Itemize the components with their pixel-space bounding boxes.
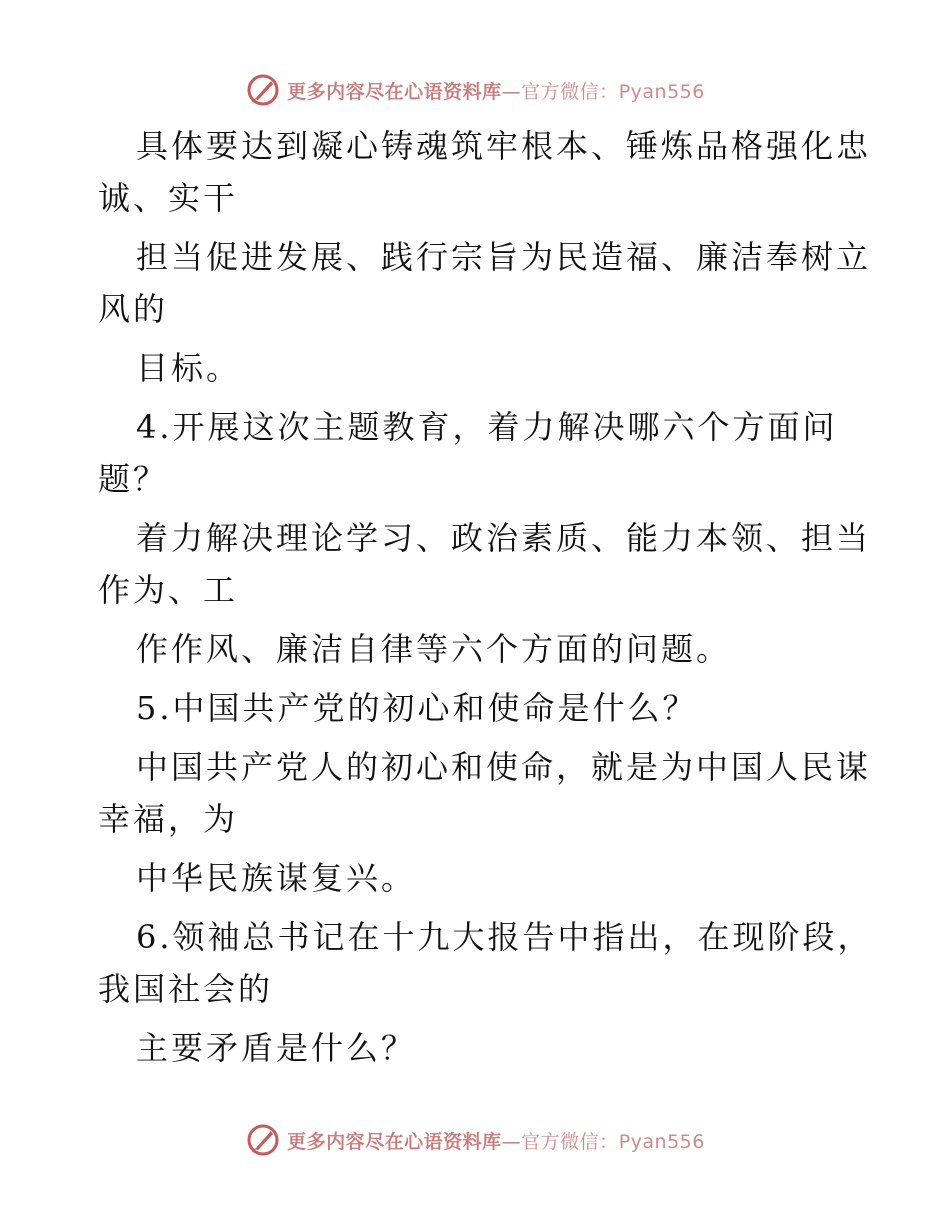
text-line: 5.中国共产党的初心和使命是什么？ [136,689,698,727]
text-line: 作为、工 [98,571,239,609]
text-line: 具体要达到凝心铸魂筑牢根本、锤炼品格强化忠 [136,127,872,165]
watermark-official-label: 官方微信： [521,80,619,103]
quill-pen-logo-icon [245,72,281,108]
text-line: 我国社会的 [98,970,274,1008]
text-line: 担当促进发展、践行宗旨为民造福、廉洁奉树立 [136,238,872,276]
document-body [98,120,898,1074]
watermark-main-text: 更多内容尽在心语资料库 [287,80,502,103]
quill-pen-logo-icon [245,1122,281,1158]
text-line: 题？ [98,460,169,498]
text-line: 着力解决理论学习、政治素质、能力本领、担当 [136,519,872,557]
watermark-banner-top [0,70,950,110]
watermark-banner-bottom [0,1120,950,1160]
watermark-text [287,1127,705,1154]
text-line: 作作风、廉洁自律等六个方面的问题。 [136,630,732,668]
text-line: 目标。 [136,349,242,387]
text-line: 主要矛盾是什么？ [136,1029,417,1067]
text-line: 诚、实干 [98,179,239,217]
text-line: 幸福，为 [98,800,239,838]
text-line: 中国共产党人的初心和使命，就是为中国人民谋 [136,748,872,786]
watermark-wechat-id: Pyan556 [618,1130,705,1153]
watermark-official-label: 官方微信： [521,1130,619,1153]
text-line: 中华民族谋复兴。 [136,859,417,897]
watermark-wechat-id: Pyan556 [618,80,705,103]
watermark-main-text: 更多内容尽在心语资料库 [287,1130,502,1153]
text-line: 6.领袖总书记在十九大报告中指出，在现阶段， [136,918,873,956]
watermark-text [287,77,705,104]
watermark-dash: — [501,1130,522,1153]
text-line: 风的 [98,290,169,328]
watermark-dash: — [501,80,522,103]
text-line: 4.开展这次主题教育，着力解决哪六个方面问 [136,408,838,446]
